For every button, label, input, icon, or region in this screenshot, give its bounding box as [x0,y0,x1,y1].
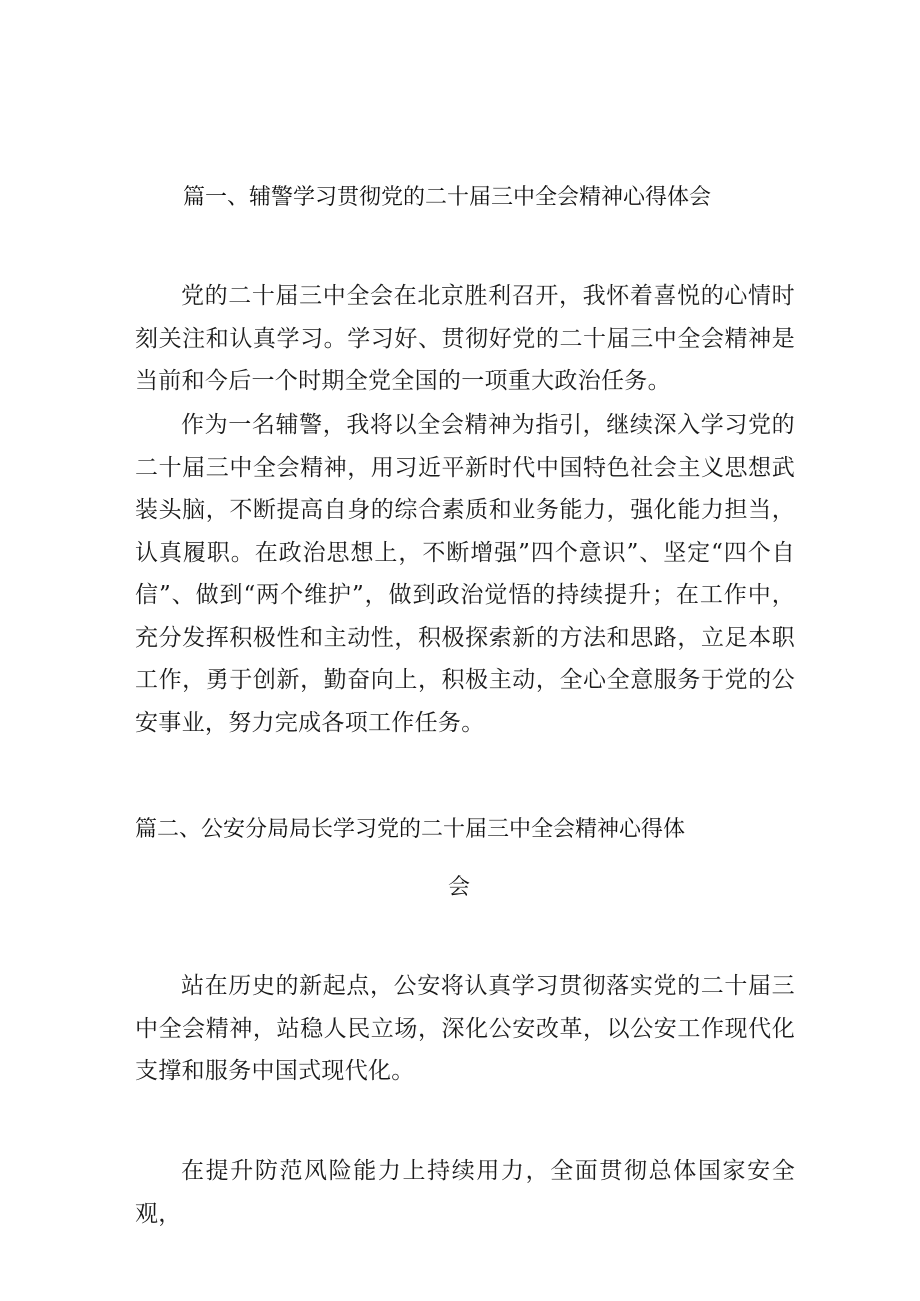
section-one-paragraph-2: 作为一名辅警，我将以全会精神为指引，继续深入学习党的二十届三中全会精神，用习近平新时代中国特色社会主义思想武装头脑，不断提高自身的综合素质和业务能力，强化能力担当，认真履职。在政治思想上，不断增强”四个意识”、坚定“四个自信”、做到“两个维护”，做到政治觉悟的持续提升；在工作中，充分发挥积极性和主动性，积极探索新的方法和思路，立足本职工作，勇于创新，勤奋向上，积极主动，全心全意服务于党的公安事业，努力完成各项工作任务。 [135,412,795,736]
section-two-paragraph-1: 站在历史的新起点，公安将认真学习贯彻落实党的二十届三中全会精神，站稳人民立场，深化公安改革，以公安工作现代化支撑和服务中国式现代化。 [135,973,795,1084]
section-one-paragraph-1: 党的二十届三中全会在北京胜利召开，我怀着喜悦的心情时刻关注和认真学习。学习好、贯彻好党的二十届三中全会精神是当前和今后一个时期全党全国的一项重大政治任务。 [135,283,795,394]
section-two-title-line-1: 篇二、公安分局局长学习党的二十届三中全会精神心得体 [135,817,686,842]
section-one-title: 篇一、辅警学习贯彻党的二十届三中全会精神心得体会 [183,185,712,210]
section-two-title-line-2: 会 [448,875,471,900]
section-two-paragraph-2: 在提升防范风险能力上持续用力，全面贯彻总体国家安全观， [135,1158,795,1227]
